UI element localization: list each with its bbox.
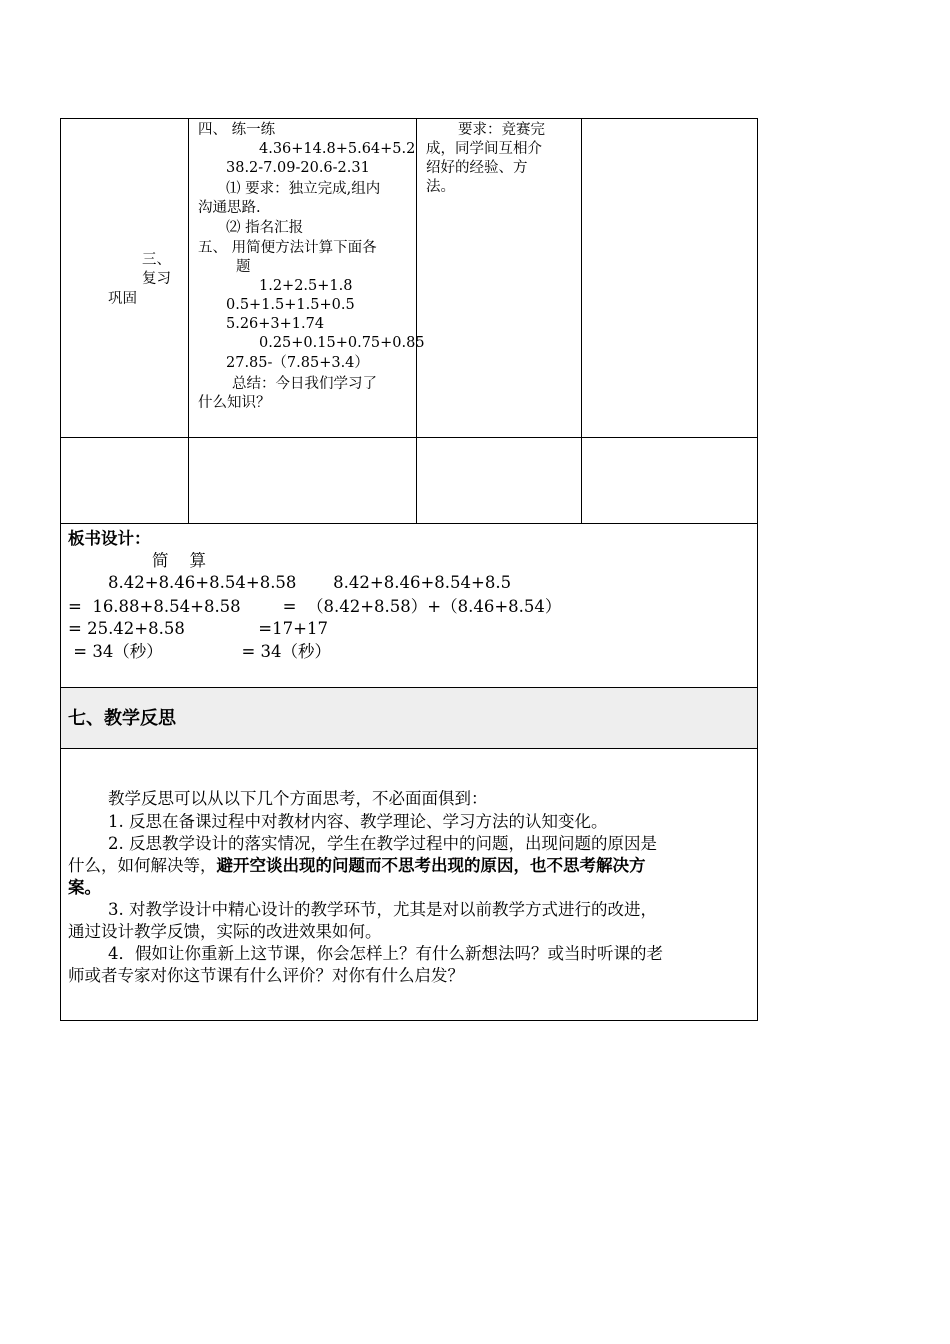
row-divider — [60, 687, 758, 688]
teacher-activity-line: ⑴ 要求：独立完成,组内 — [226, 181, 381, 197]
board-design-line: = 25.42+8.58 =17+17 — [68, 619, 328, 638]
column-divider — [581, 118, 582, 524]
column-divider — [188, 118, 189, 524]
stage-label-line: 三、 — [142, 252, 171, 268]
board-design-line: = 34（秒） = 34（秒） — [68, 642, 332, 661]
board-design-heading: 板书设计： — [68, 529, 151, 548]
stage-label-line: 复习 — [142, 271, 171, 287]
teacher-activity-line: 5.26+3+1.74 — [226, 316, 325, 332]
reflection-item: 通过设计教学反馈，实际的改进效果如何。 — [68, 922, 382, 941]
reflection-heading: 七、教学反思 — [68, 708, 176, 729]
student-activity-line: 要求：竞赛完 — [458, 122, 545, 138]
teacher-activity-line: 1.2+2.5+1.8 — [259, 278, 353, 294]
teacher-activity-line: 题 — [236, 259, 251, 275]
reflection-item: 4．假如让你重新上这节课，你会怎样上？有什么新想法吗？或当时听课的老 — [108, 944, 663, 963]
teacher-activity-line: 0.25+0.15+0.75+0.85 — [259, 335, 425, 351]
reflection-item — [68, 855, 646, 877]
board-design-line: = 16.88+8.54+8.58 = （8.42+8.58）+（8.46+8.54） — [68, 597, 562, 616]
reflection-item-normal-text: 什么，如何解决等， — [68, 856, 217, 875]
teacher-activity-line: 总结：今日我们学习了 — [232, 376, 377, 392]
student-activity-line: 绍好的经验、方 — [426, 160, 528, 176]
reflection-item: 3. 对教学设计中精心设计的教学环节，尤其是对以前教学方式进行的改进， — [108, 900, 657, 919]
row-divider — [60, 748, 758, 749]
column-divider — [416, 118, 417, 524]
reflection-item-bold-text: 避开空谈出现的问题而不思考出现的原因，也不思考解决方 — [216, 856, 646, 875]
teacher-activity-line: 4.36+14.8+5.64+5.2 — [259, 141, 416, 157]
teacher-activity-line: 0.5+1.5+1.5+0.5 — [226, 297, 355, 313]
board-design-line: 8.42+8.46+8.54+8.58 8.42+8.46+8.54+8.5 — [108, 573, 512, 592]
reflection-intro: 教学反思可以从以下几个方面思考，不必面面俱到： — [108, 789, 488, 808]
row-divider — [60, 523, 758, 524]
reflection-item: 2. 反思教学设计的落实情况，学生在教学过程中的问题，出现问题的原因是 — [108, 834, 657, 853]
teacher-activity-line: 四、 练一练 — [198, 122, 276, 138]
student-activity-line: 成，同学间互相介 — [426, 141, 542, 157]
reflection-item: 师或者专家对你这节课有什么评价？对你有什么启发？ — [68, 966, 464, 985]
teacher-activity-line: 沟通思路. — [198, 200, 261, 216]
student-activity-line: 法。 — [426, 179, 455, 195]
stage-label-line: 巩固 — [108, 291, 137, 307]
teacher-activity-line: 什么知识？ — [198, 395, 271, 411]
teacher-activity-line: ⑵ 指名汇报 — [226, 220, 304, 236]
teacher-activity-line: 38.2-7.09-20.6-2.31 — [226, 160, 370, 176]
reflection-item: 1. 反思在备课过程中对教材内容、教学理论、学习方法的认知变化。 — [108, 812, 608, 831]
teacher-activity-line: 27.85-（7.85+3.4） — [226, 355, 369, 371]
reflection-item-bold-text: 案。 — [68, 878, 101, 897]
teacher-activity-line: 五、 用简便方法计算下面各 — [198, 240, 377, 256]
row-divider — [60, 437, 758, 438]
board-design-title: 简 算 — [152, 551, 206, 570]
